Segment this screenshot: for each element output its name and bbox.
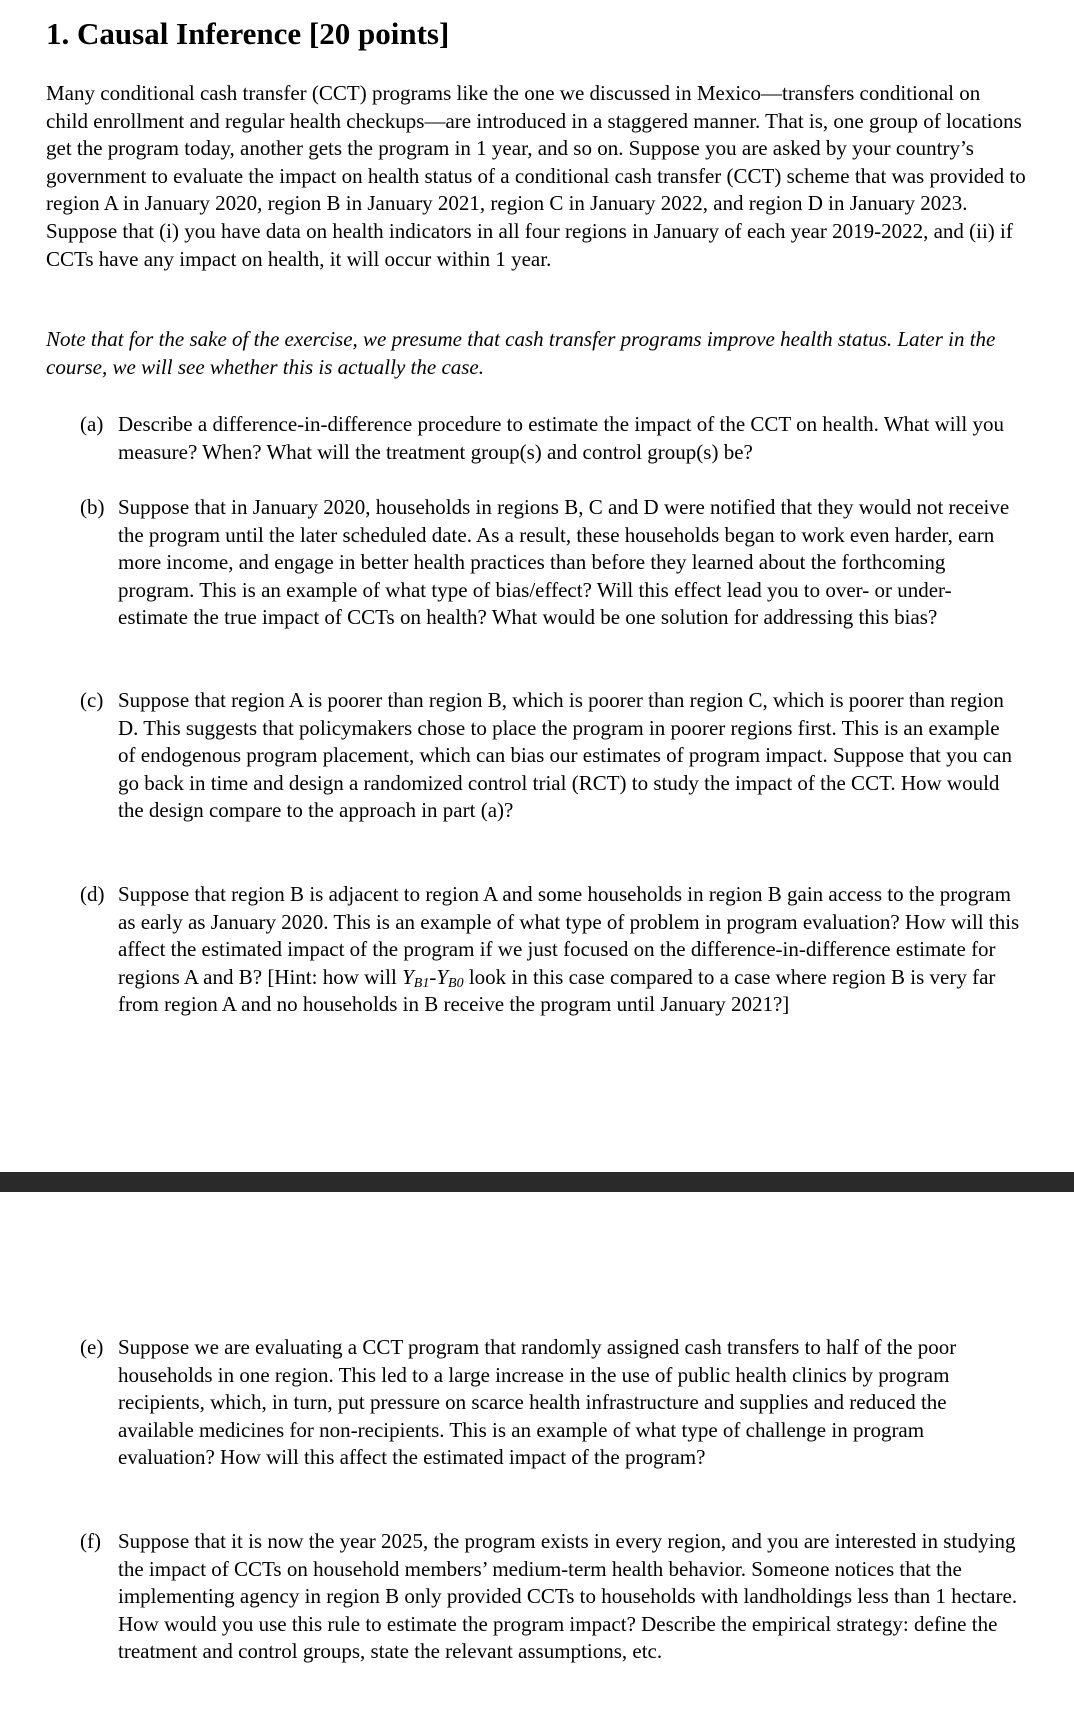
question-b-label: (b) [80, 495, 105, 519]
question-b [80, 494, 1020, 632]
question-a-text: Describe a difference-in-difference procedure to estimate the impact of the CCT on health. What will you measure? When? What will the treatment group(s) and control group(s) be? [118, 412, 1004, 464]
question-d-text-part2: look in this case compared to a case where region B is very far from region A and no households in B receive the program until January 2021?] [118, 964, 996, 1017]
question-d-text [118, 881, 1020, 1019]
question-d-text-part1: Suppose that region B is adjacent to region A and some households in region B gain access to the program as early as January 2020. This is an example of what type of problem in program evaluation? How will this affect the estimated impact of the program if we just focused on the difference-in-difference estimate for regions A and B? [Hint: how will [118, 882, 1020, 989]
note-paragraph: Note that for the sake of the exercise, we presume that cash transfer programs improve health status. Later in the course, we will see whether this is actually the case. [46, 327, 996, 379]
question-e-text: Suppose we are evaluating a CCT program that randomly assigned cash transfers to half of the poor households in one region. This led to a large increase in the use of public health clinics by program recipients, which, in turn, put pressure on scarce health infrastructure and supplies and reduced the available medicines for non-recipients. This is an example of what type of challenge in program evaluation? How will this affect the estimated impact of the program? [118, 1335, 957, 1470]
question-e-label: (e) [80, 1335, 104, 1359]
question-a-label: (a) [80, 412, 104, 436]
hint-dash: - [429, 964, 437, 989]
question-e [80, 1334, 1020, 1472]
page-divider [0, 1172, 1074, 1192]
question-d [80, 881, 1020, 1019]
question-d-label: (d) [80, 882, 105, 906]
question-c-text: Suppose that region A is poorer than region B, which is poorer than region C, which is poorer than region D. This suggests that policymakers chose to place the program in poorer regions first. This is an example of endogenous program placement, which can bias our estimates of program impact. Suppose that you can go back in time and design a randomized control trial (RCT) to study the impact of the CCT. How would the design compare to the approach in part (a)? [118, 688, 1012, 823]
question-b-text: Suppose that in January 2020, households in regions B, C and D were notified that they would not receive the program until the later scheduled date. As a result, these households began to work even harder, earn more income, and engage in better health practices than before they learned about the forthcoming program. This is an example of what type of bias/effect? Will this effect lead you to over- or under-estimate the true impact of CCTs on health? What would be one solution for addressing this bias? [118, 495, 1010, 630]
intro-paragraph: Many conditional cash transfer (CCT) programs like the one we discussed in Mexico—transfers conditional on child enrollment and regular health checkups—are introduced in a staggered manner. That is, one group of locations get the program today, another gets the program in 1 year, and so on. Suppose you are asked by your country’s government to evaluate the impact on health status of a conditional cash transfer (CCT) scheme that was provided to region A in January 2020, region B in January 2021, region C in January 2022, and region D in January 2023. Suppose that (i) you have data on health indicators in all four regions in January of each year 2019-2022, and (ii) if CCTs have any impact on health, it will occur within 1 year. [46, 81, 1026, 271]
section-title: 1. Causal Inference [20 points] [46, 16, 450, 51]
question-f-text: Suppose that it is now the year 2025, the program exists in every region, and you are interested in studying the impact of CCTs on household members’ medium-term health behavior. Someone notices that the implementing agency in region B only provided CCTs to households with landholdings less than 1 hectare. How would you use this rule to estimate the program impact? Describe the empirical strategy: define the treatment and control groups, state the relevant assumptions, etc. [118, 1529, 1018, 1664]
y-variable: Y [436, 964, 449, 989]
question-a [80, 411, 1020, 466]
question-f-label: (f) [80, 1529, 101, 1553]
question-f [80, 1528, 1020, 1666]
subscript-b1: B1 [413, 975, 430, 991]
question-c [80, 687, 1020, 825]
question-c-label: (c) [80, 688, 104, 712]
y-variable: Y [402, 964, 414, 989]
subscript-b0: B0 [448, 975, 464, 991]
